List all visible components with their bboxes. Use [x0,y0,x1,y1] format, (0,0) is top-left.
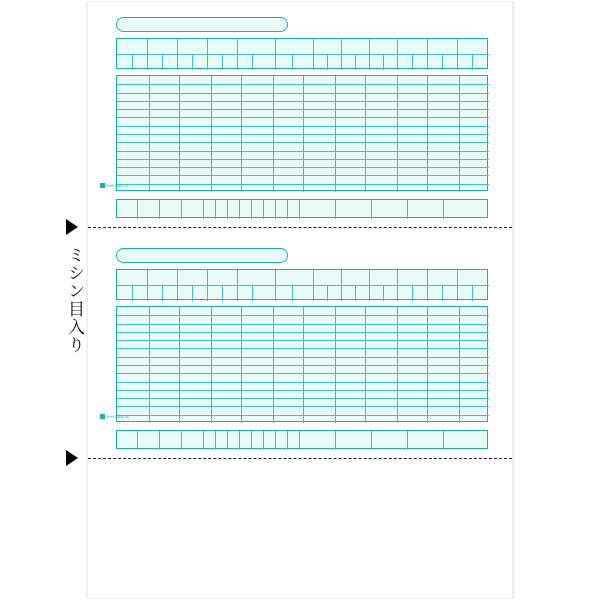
grid-rule-vertical [355,54,356,70]
grid-rule-vertical [371,200,372,219]
perforation-caption: ミシン目入り [64,246,84,354]
grid-rule-vertical [412,285,413,301]
grid-rule-vertical [443,200,444,219]
grid-rule-vertical [263,200,264,219]
grid-rule-horizontal [117,398,489,399]
grid-rule-vertical [371,431,372,450]
grid-rule-vertical [132,54,133,70]
grid-rule-horizontal [117,373,489,374]
grid-rule-vertical [472,54,473,70]
triangle-right-icon [66,450,78,466]
grid-rule-vertical [215,200,216,219]
grid-rule-horizontal [117,285,489,286]
grid-rule-horizontal [117,365,489,366]
grid-rule-horizontal [117,348,489,349]
paper-sheet [88,2,512,598]
grid-rule-vertical [251,200,252,219]
grid-rule-vertical [443,431,444,450]
grid-rule-vertical [299,431,300,450]
grid-rule-vertical [459,307,460,423]
grid-rule-horizontal [117,406,489,407]
form-code-text: YOSHIKAWA-01 [100,415,130,419]
grid-rule-vertical [137,200,138,219]
grid-rule-horizontal [117,93,489,94]
grid-rule-vertical [292,285,293,301]
grid-rule-vertical [327,54,328,70]
grid-rule-vertical [159,431,160,450]
grid-rule-vertical [383,54,384,70]
grid-rule-horizontal [117,126,489,127]
grid-rule-vertical [252,285,253,301]
grid-rule-vertical [252,54,253,70]
grid-rule-vertical [327,285,328,301]
grid-rule-vertical [383,285,384,301]
grid-rule-vertical [335,76,336,192]
grid-rule-horizontal [117,382,489,383]
grid-rule-vertical [181,200,182,219]
grid-rule-vertical [273,307,274,423]
grid-rule-horizontal [117,332,489,333]
grid-rule-vertical [472,285,473,301]
header-table [116,269,488,300]
grid-rule-vertical [192,54,193,70]
grid-rule-vertical [292,54,293,70]
grid-rule-horizontal [117,315,489,316]
triangle-right-icon [66,219,78,235]
sheet-edge-right [512,2,515,598]
grid-rule-vertical [287,431,288,450]
grid-rule-horizontal [117,357,489,358]
grid-rule-horizontal [117,324,489,325]
grid-rule-vertical [162,54,163,70]
grid-rule-vertical [407,431,408,450]
grid-rule-horizontal [117,117,489,118]
grid-rule-vertical [203,431,204,450]
grid-rule-horizontal [117,390,489,391]
grid-rule-vertical [275,200,276,219]
grid-rule-vertical [412,54,413,70]
grid-rule-horizontal [117,175,489,176]
grid-rule-horizontal [117,159,489,160]
form-code-text: YOSHIKAWA-01 [100,184,130,188]
perforation-line-top [88,227,512,228]
perforation-line-bottom [88,458,512,459]
form-title-pill [116,17,288,32]
grid-rule-vertical [192,285,193,301]
grid-rule-vertical [407,200,408,219]
grid-rule-vertical [162,285,163,301]
grid-rule-vertical [251,431,252,450]
form-title-pill [116,248,288,263]
grid-rule-vertical [442,54,443,70]
grid-rule-horizontal [117,184,489,185]
grid-rule-vertical [335,431,336,450]
grid-rule-vertical [159,200,160,219]
grid-rule-vertical [211,307,212,423]
grid-rule-vertical [275,431,276,450]
footer-table [116,199,488,218]
grid-rule-vertical [287,200,288,219]
grid-rule-vertical [222,285,223,301]
grid-rule-vertical [227,431,228,450]
grid-rule-vertical [263,431,264,450]
grid-rule-horizontal [117,415,489,416]
grid-rule-horizontal [117,167,489,168]
grid-rule-vertical [239,431,240,450]
grid-rule-vertical [355,285,356,301]
footer-table [116,430,488,449]
grid-rule-vertical [239,200,240,219]
grid-rule-vertical [335,307,336,423]
grid-rule-vertical [335,200,336,219]
grid-rule-horizontal [117,101,489,102]
grid-rule-horizontal [117,134,489,135]
grid-rule-horizontal [117,340,489,341]
grid-rule-vertical [299,200,300,219]
grid-rule-horizontal [117,142,489,143]
grid-rule-vertical [181,431,182,450]
grid-rule-vertical [132,285,133,301]
header-table [116,38,488,69]
grid-rule-vertical [442,285,443,301]
grid-rule-vertical [149,307,150,423]
grid-rule-vertical [215,431,216,450]
grid-rule-horizontal [117,109,489,110]
grid-rule-vertical [397,307,398,423]
grid-rule-vertical [227,200,228,219]
grid-rule-vertical [211,76,212,192]
grid-rule-vertical [149,76,150,192]
grid-rule-vertical [273,76,274,192]
grid-rule-vertical [137,431,138,450]
grid-rule-horizontal [117,151,489,152]
detail-grid-table [116,75,488,191]
grid-rule-vertical [397,76,398,192]
grid-rule-vertical [203,200,204,219]
detail-grid-table [116,306,488,422]
grid-rule-vertical [459,76,460,192]
grid-rule-vertical [222,54,223,70]
grid-rule-horizontal [117,84,489,85]
grid-rule-horizontal [117,54,489,55]
